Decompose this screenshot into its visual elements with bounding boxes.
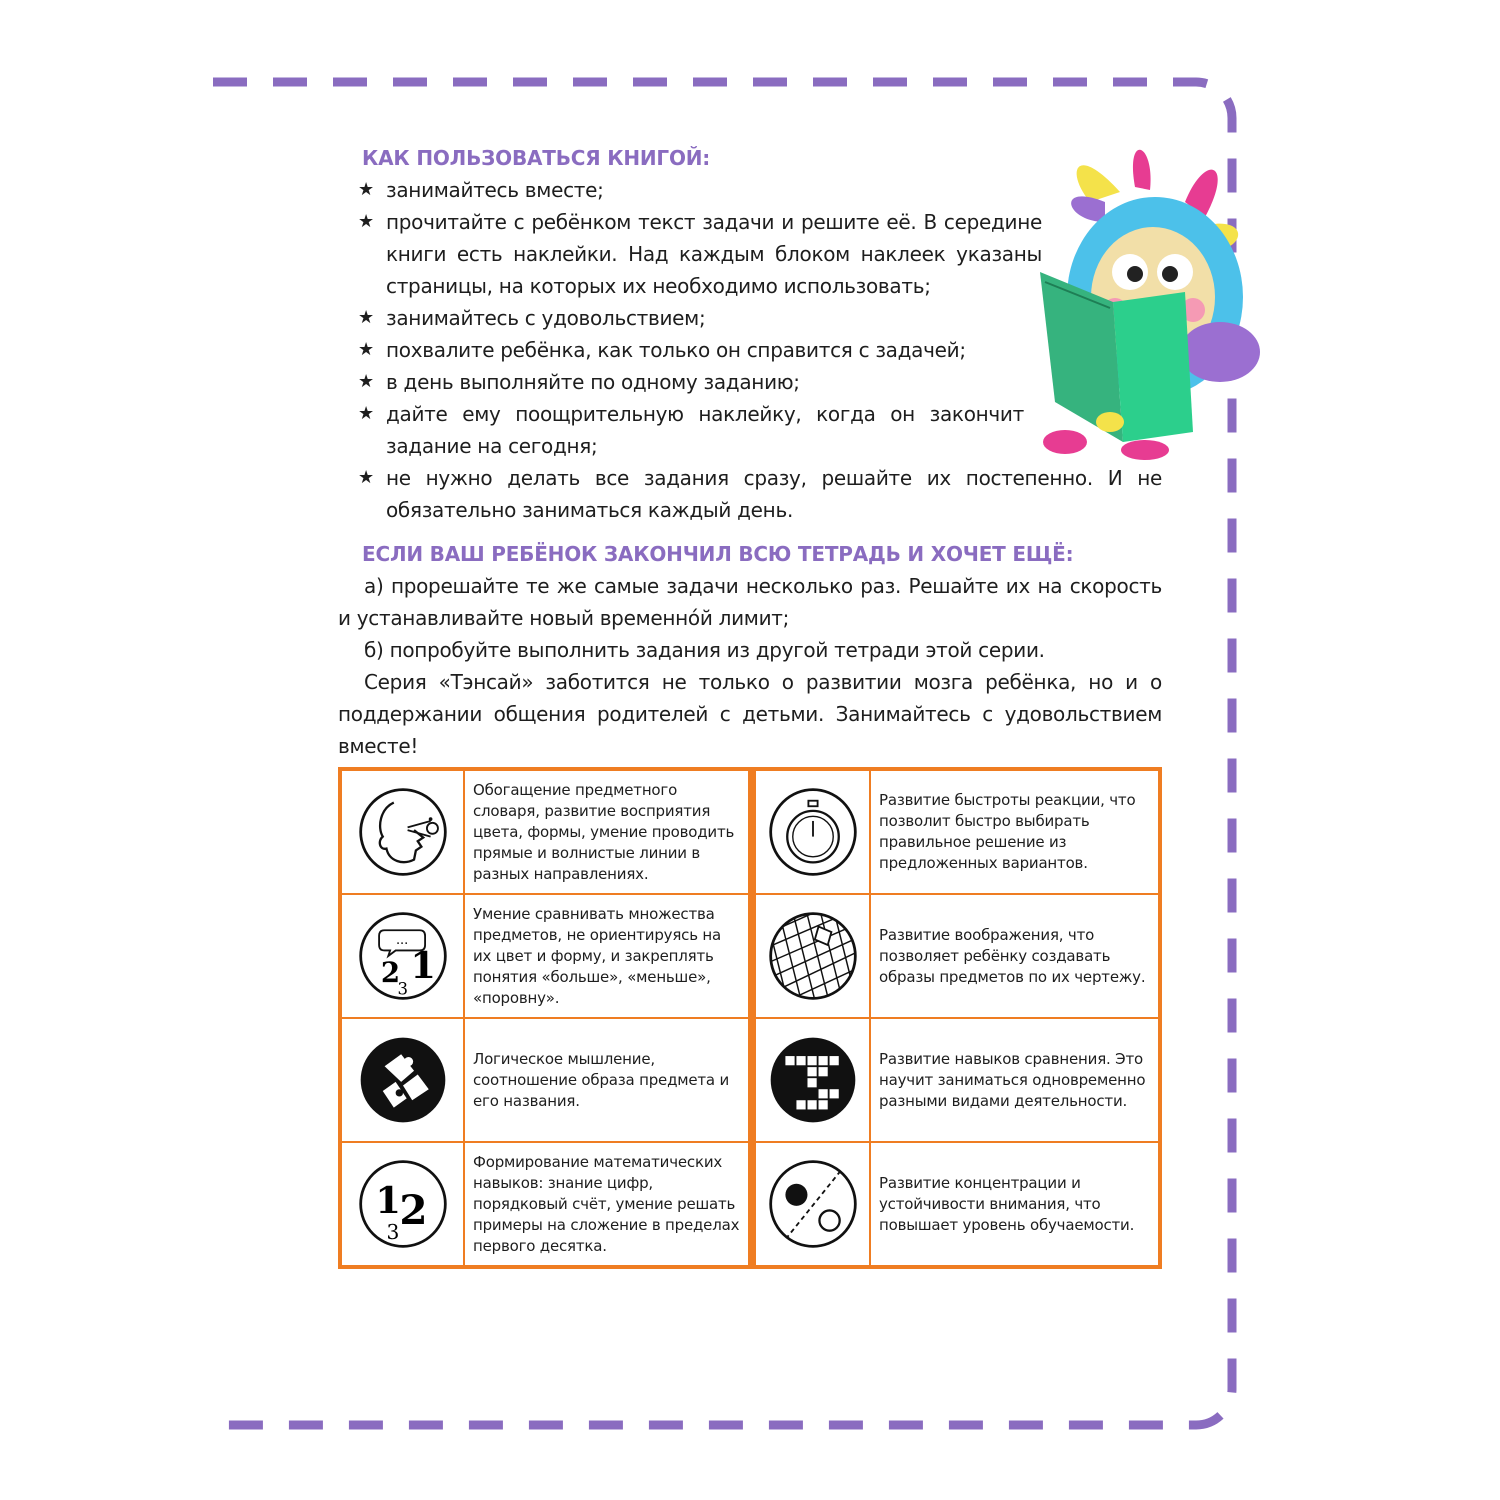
list-item: ★ прочитайте с ребёнком текст задачи и решите её. В середине книги есть наклейки. Над каждым блоком наклеек указаны страницы, на которых их необходимо использовать; <box>338 206 1042 302</box>
star-bullet-icon: ★ <box>358 179 374 200</box>
svg-text:1: 1 <box>409 943 436 988</box>
svg-text:3: 3 <box>396 979 408 999</box>
skill-description: Развитие концентрации и устойчивости внимания, что повышает уровень обучаемости. <box>870 1142 1159 1266</box>
skill-icon-cell <box>341 770 464 894</box>
how-to-heading: КАК ПОЛЬЗОВАТЬСЯ КНИГОЙ: <box>362 146 711 170</box>
paragraph: б) попробуйте выполнить задания из другой тетради этой серии. <box>364 638 1045 662</box>
svg-text:1: 1 <box>374 1178 401 1223</box>
paragraph: Серия «Тэнсай» заботится не только о развитии мозга ребёнка, но и о поддержании общения родителей с детьми. Занимайтесь с удовольствием вместе! <box>338 670 1162 758</box>
paragraph: а) прорешайте те же самые задачи несколько раз. Решайте их на скорость и устанавливайте новый временнóй лимит; <box>338 574 1162 630</box>
skill-icon-cell <box>752 1018 870 1142</box>
skill-description: Развитие воображения, что позволяет ребёнку создавать образы предметов по их чертежу. <box>870 894 1159 1018</box>
list-item: ★ в день выполняйте по одному заданию; <box>338 366 1162 398</box>
svg-text:2: 2 <box>398 1186 427 1235</box>
skill-description: Умение сравнивать множества предметов, не ориентируясь на их цвет и форму, и закреплять понятия «больше», «меньше», «поровну». <box>464 894 752 1018</box>
list-item: ★ занимайтесь с удовольствием; <box>338 302 1162 334</box>
skill-icon-cell <box>341 894 464 1018</box>
numbers-123-icon <box>357 1158 449 1250</box>
instructions-block <box>338 142 1162 762</box>
face-eye-icon <box>357 786 449 878</box>
star-bullet-icon: ★ <box>358 211 374 232</box>
skill-description: Развитие навыков сравнения. Это научит заниматься одновременно разными видами деятельности. <box>870 1018 1159 1142</box>
star-bullet-icon: ★ <box>358 339 374 360</box>
svg-text:...: ... <box>395 933 408 949</box>
skill-icon-cell <box>341 1142 464 1266</box>
if-finished-heading: ЕСЛИ ВАШ РЕБЁНОК ЗАКОНЧИЛ ВСЮ ТЕТРАДЬ И ХОЧЕТ ЕЩЁ: <box>362 542 1074 566</box>
star-bullet-icon: ★ <box>358 403 374 424</box>
list-item: ★ не нужно делать все задания сразу, решайте их постепенно. И не обязательно заниматься каждый день. <box>338 462 1162 526</box>
grid-cube-icon <box>767 910 859 1002</box>
star-bullet-icon: ★ <box>358 371 374 392</box>
skills-table <box>338 767 1162 1269</box>
how-to-list <box>338 174 1162 526</box>
skill-icon-cell <box>752 894 870 1018</box>
dots-line-icon <box>767 1158 859 1250</box>
puzzle-icon <box>357 1034 449 1126</box>
skill-icon-cell <box>752 1142 870 1266</box>
skill-icon-cell <box>341 1018 464 1142</box>
svg-text:3: 3 <box>385 1219 399 1244</box>
svg-text:2: 2 <box>380 955 400 989</box>
skill-icon-cell <box>752 770 870 894</box>
skill-description: Формирование математических навыков: знание цифр, порядковый счёт, умение решать примеры на сложение в пределах первого десятка. <box>464 1142 752 1266</box>
numbers-speech-icon <box>357 910 449 1002</box>
skill-description: Логическое мышление, соотношение образа предмета и его названия. <box>464 1018 752 1142</box>
blocks-icon <box>767 1034 859 1126</box>
skill-description: Обогащение предметного словаря, развитие восприятия цвета, формы, умение проводить прямые и волнистые линии в разных направлениях. <box>464 770 752 894</box>
list-item: ★ похвалите ребёнка, как только он справится с задачей; <box>338 334 1162 366</box>
stopwatch-icon <box>767 786 859 878</box>
list-item: ★ занимайтесь вместе; <box>338 174 1162 206</box>
star-bullet-icon: ★ <box>358 467 374 488</box>
list-item: ★ дайте ему поощрительную наклейку, когда он закончит задание на сегодня; <box>338 398 1024 462</box>
skill-description: Развитие быстроты реакции, что позволит быстро выбирать правильное решение из предложенных вариантов. <box>870 770 1159 894</box>
star-bullet-icon: ★ <box>358 307 374 328</box>
